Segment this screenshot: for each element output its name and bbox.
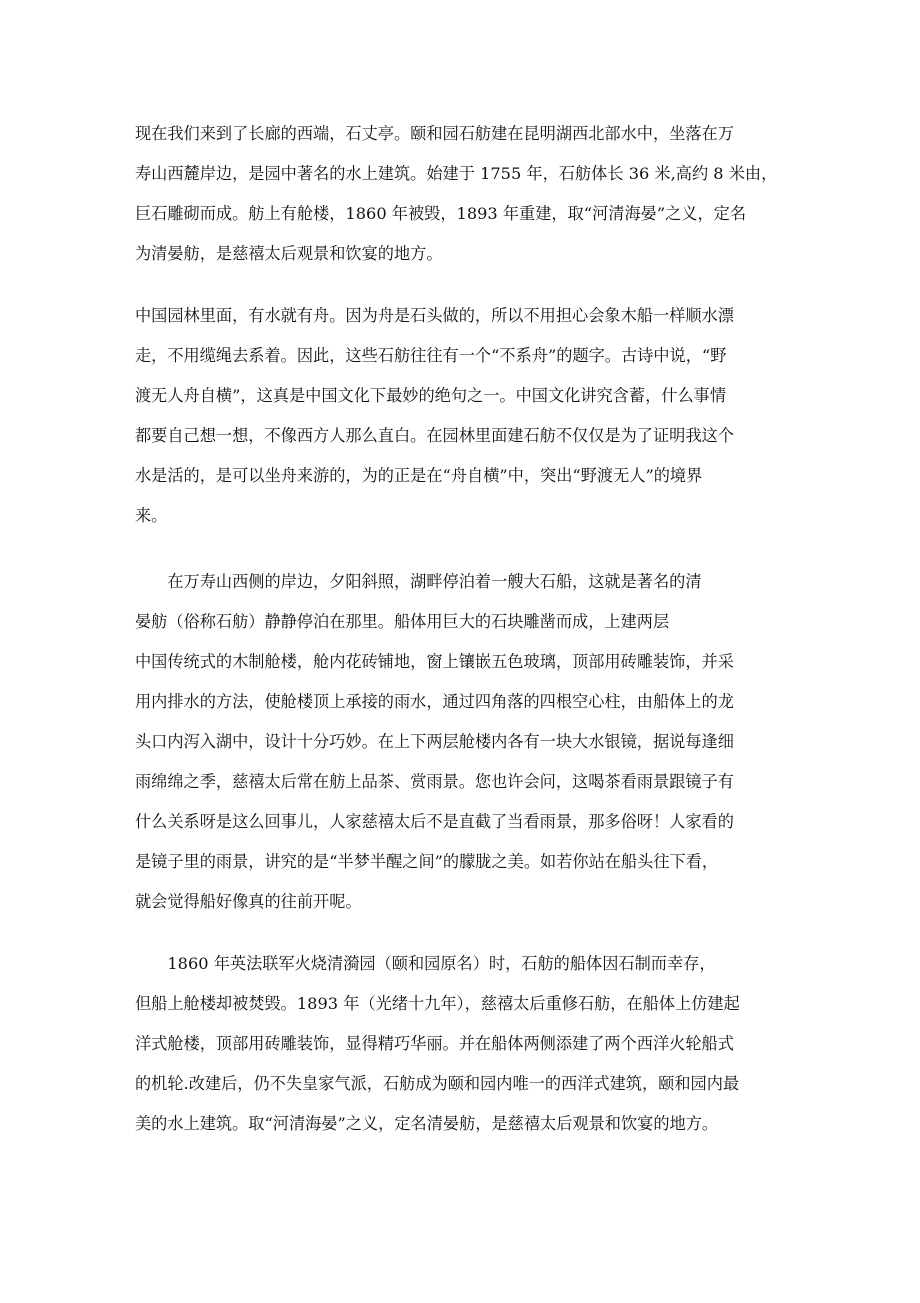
paragraph-qingyanfang-description [135, 562, 795, 922]
text-line: 水是活的，是可以坐舟来游的，为的正是在“舟自横”中，突出“野渡无人”的境界 [135, 466, 703, 485]
text-line: 1860 年英法联军火烧清漪园（颐和园原名）时，石舫的船体因石制而幸存， [135, 954, 716, 973]
text-line: 渡无人舟自横”，这真是中国文化下最妙的绝句之一。中国文化讲究含蓄，什么事情 [135, 386, 727, 405]
text-line: 寿山西麓岸边，是园中著名的水上建筑。始建于 1755 年，石舫体长 36 米,高约 8 米由， [135, 164, 778, 183]
text-line: 就会觉得船好像真的往前开呢。 [135, 892, 362, 911]
text-line: 走，不用缆绳去系着。因此，这些石舫往往有一个“不系舟”的题字。古诗中说，“野 [135, 346, 727, 365]
text-line: 中国园林里面，有水就有舟。因为舟是石头做的，所以不用担心会象木船一样顺水漂 [135, 306, 734, 325]
text-line: 洋式舱楼，顶部用砖雕装饰，显得精巧华丽。并在船体两侧添建了两个西洋火轮船式 [135, 1034, 734, 1053]
text-line: 头口内泻入湖中，设计十分巧妙。在上下两层舱楼内各有一块大水银镜，据说每逢细 [135, 732, 734, 751]
paragraph-history-rebuild [135, 944, 795, 1144]
text-line: 现在我们来到了长廊的西端，石丈亭。颐和园石舫建在昆明湖西北部水中，坐落在万 [135, 124, 734, 143]
paragraph-shifang-intro [135, 114, 795, 274]
text-line: 什么关系呀是这么回事儿，人家慈禧太后不是直截了当看雨景，那多俗呀！人家看的 [135, 812, 734, 831]
text-line: 都要自己想一想，不像西方人那么直白。在园林里面建石舫不仅仅是为了证明我这个 [135, 426, 734, 445]
text-line: 但船上舱楼却被焚毁。1893 年（光绪十九年），慈禧太后重修石舫，在船体上仿建起 [135, 994, 740, 1013]
text-line: 在万寿山西侧的岸边，夕阳斜照，湖畔停泊着一艘大石船，这就是著名的清 [135, 572, 702, 591]
text-line: 美的水上建筑。取“河清海晏”之义，定名清晏舫，是慈禧太后观景和饮宴的地方。 [135, 1114, 719, 1133]
text-line: 雨绵绵之季，慈禧太后常在舫上品茶、赏雨景。您也许会问，这喝茶看雨景跟镜子有 [135, 772, 734, 791]
text-line: 是镜子里的雨景，讲究的是“半梦半醒之间”的朦胧之美。如若你站在船头往下看， [135, 852, 719, 871]
text-line: 来。 [135, 506, 168, 525]
text-line: 为清晏舫，是慈禧太后观景和饮宴的地方。 [135, 244, 443, 263]
text-line: 巨石雕砌而成。舫上有舱楼，1860 年被毁，1893 年重建，取“河清海晏”之义，定名 [135, 204, 747, 223]
paragraph-garden-boats [135, 296, 795, 536]
text-line: 用内排水的方法，使舱楼顶上承接的雨水，通过四角落的四根空心柱，由船体上的龙 [135, 692, 734, 711]
text-line: 中国传统式的木制舱楼，舱内花砖铺地，窗上镶嵌五色玻璃，顶部用砖雕装饰，并采 [135, 652, 734, 671]
text-line: 的机轮.改建后，仍不失皇家气派，石舫成为颐和园内唯一的西洋式建筑，颐和园内最 [135, 1074, 740, 1093]
text-line: 晏舫（俗称石舫）静静停泊在那里。船体用巨大的石块雕凿而成，上建两层 [135, 612, 670, 631]
